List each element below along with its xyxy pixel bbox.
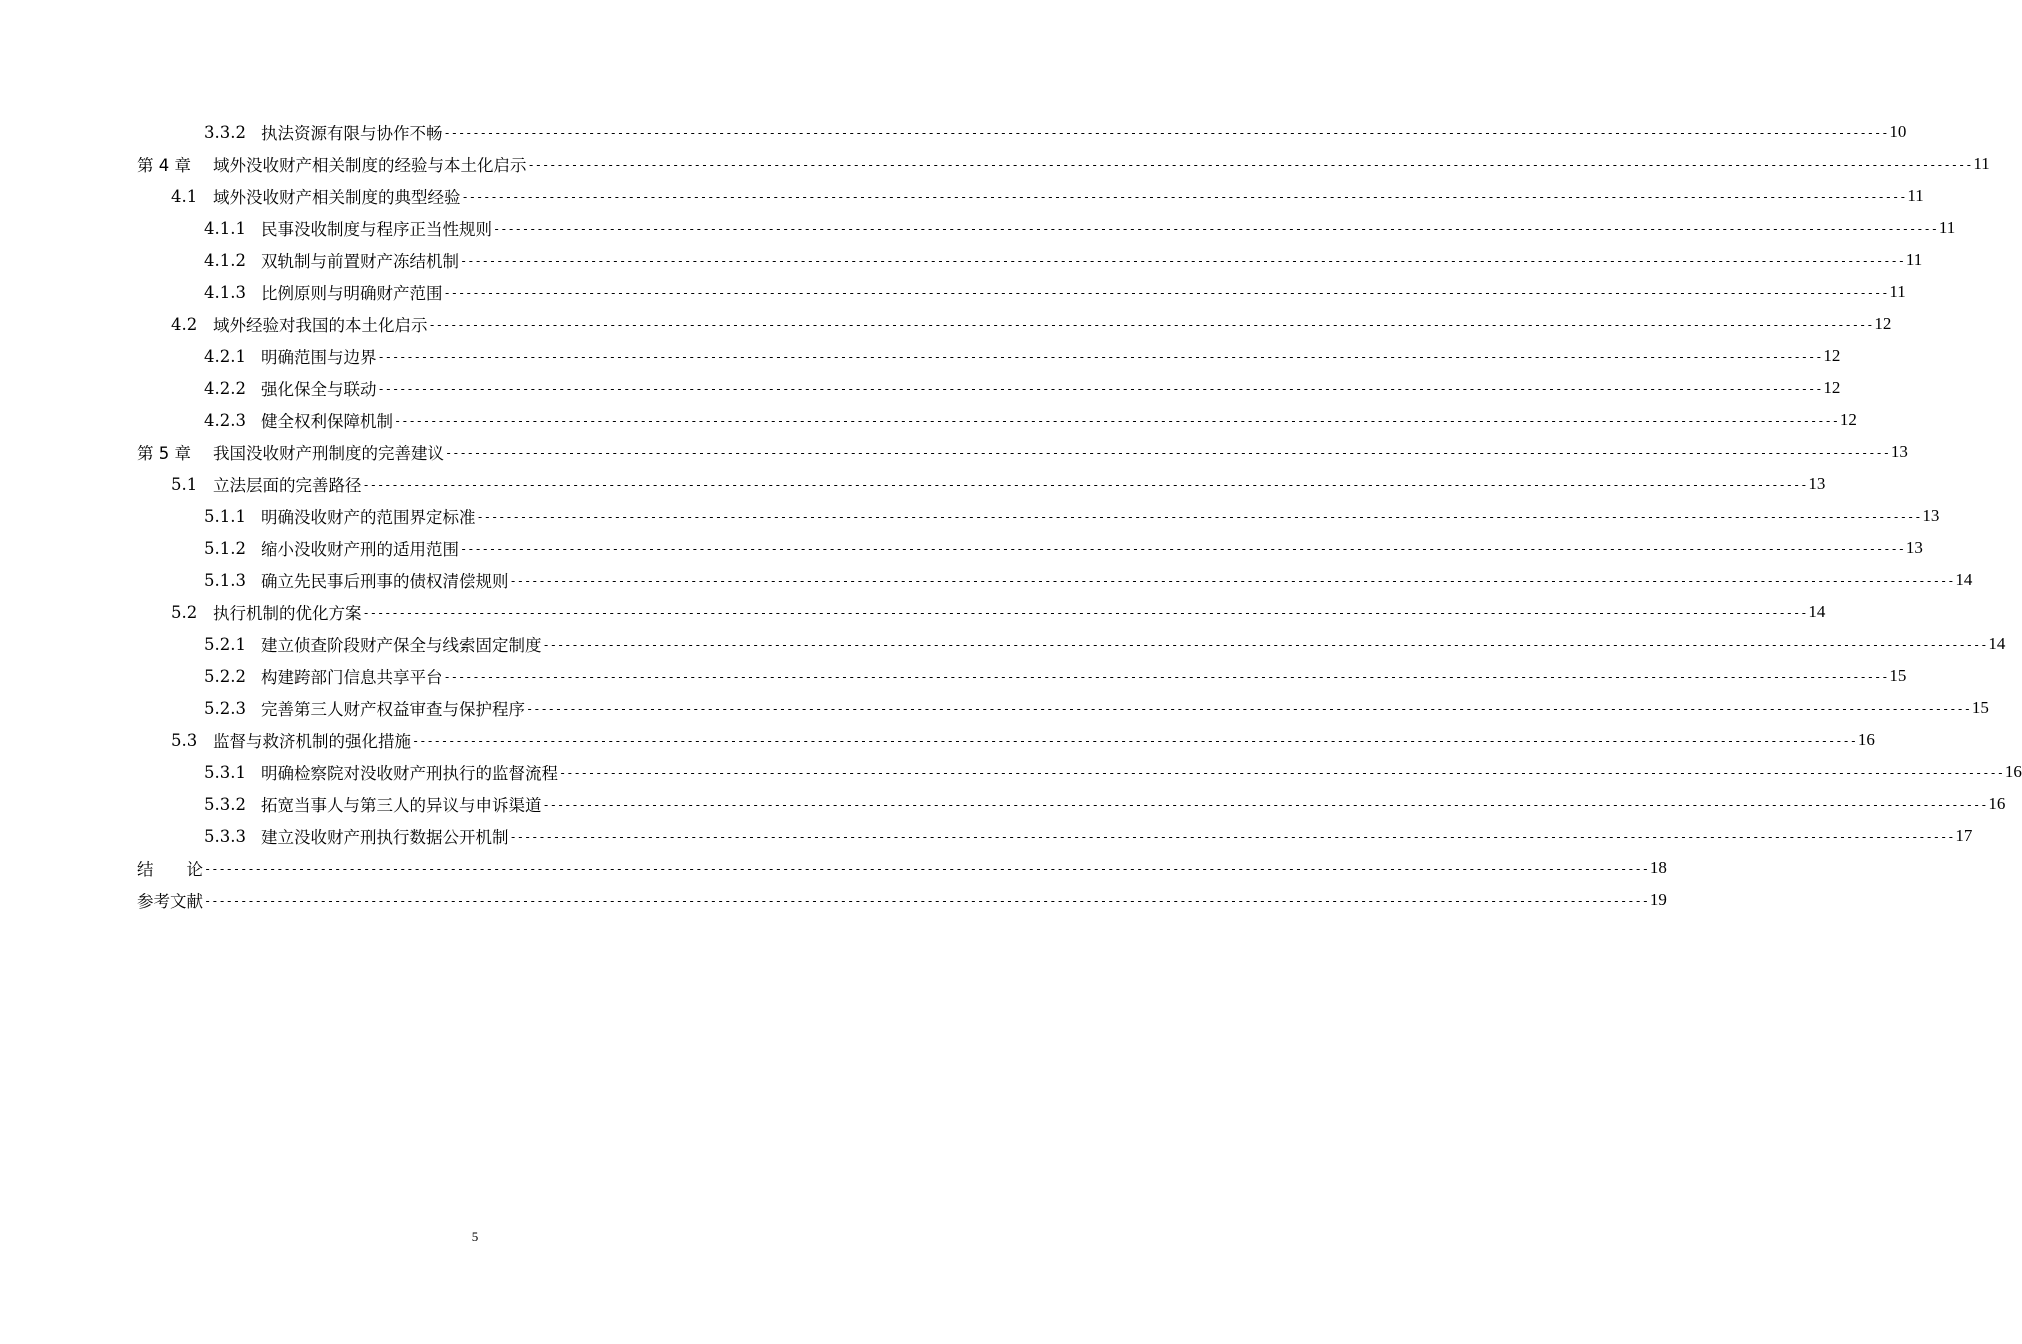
toc-leader-dashes: -------------------------------------------------------------------------------------------------------------------------------------------------------------------------------------------------------- xyxy=(412,734,1857,748)
toc-entry-page: 19 xyxy=(1649,890,1667,909)
toc-entry-page: 12 xyxy=(1839,410,1857,429)
toc-entry-title: 拓宽当事人与第三人的异议与申诉渠道 xyxy=(261,796,542,815)
toc-leader-dashes: -------------------------------------------------------------------------------------------------------------------------------------------------------------------------------------------------------- xyxy=(445,446,1890,460)
toc-entry-page: 12 xyxy=(1823,378,1841,397)
toc-entry-page: 15 xyxy=(1889,666,1907,685)
toc-entry-number: 5.1.1 xyxy=(204,506,246,526)
toc-leader-dashes: -------------------------------------------------------------------------------------------------------------------------------------------------------------------------------------------------------- xyxy=(428,318,1874,332)
toc-leader-dashes: -------------------------------------------------------------------------------------------------------------------------------------------------------------------------------------------------------- xyxy=(204,862,1649,876)
toc-entry-title: 构建跨部门信息共享平台 xyxy=(261,668,443,687)
toc-entry[interactable] xyxy=(204,276,1906,308)
toc-entry-title: 比例原则与明确财产范围 xyxy=(261,284,443,303)
toc-entry[interactable] xyxy=(171,468,1826,500)
toc-entry[interactable] xyxy=(204,628,2006,660)
toc-leader-dashes: -------------------------------------------------------------------------------------------------------------------------------------------------------------------------------------------------------- xyxy=(493,222,1938,236)
toc-entry-page: 13 xyxy=(1905,538,1923,557)
toc-entry-title: 明确没收财产的范围界定标准 xyxy=(261,508,476,527)
toc-entry-title: 确立先民事后刑事的债权清偿规则 xyxy=(261,572,509,591)
toc-entry-title: 域外没收财产相关制度的经验与本土化启示 xyxy=(213,156,527,175)
toc-entry-number: 4.2.2 xyxy=(204,378,246,398)
toc-entry[interactable] xyxy=(204,660,1907,692)
toc-entry[interactable] xyxy=(204,820,1973,852)
toc-leader-dashes: -------------------------------------------------------------------------------------------------------------------------------------------------------------------------------------------------------- xyxy=(527,158,1973,172)
toc-entry-page: 11 xyxy=(1907,186,1924,205)
toc-entry-number: 4.1.3 xyxy=(204,282,246,302)
toc-entry-number: 5.2 xyxy=(171,602,198,622)
page-number: 5 xyxy=(471,1229,479,1244)
toc-leader-dashes: -------------------------------------------------------------------------------------------------------------------------------------------------------------------------------------------------------- xyxy=(443,670,1889,684)
toc-entry-title: 执行机制的优化方案 xyxy=(213,604,362,623)
toc-entry-number: 4.1.2 xyxy=(204,250,246,270)
toc-entry[interactable] xyxy=(204,532,1923,564)
toc-entry-number: 5.3.1 xyxy=(204,762,246,782)
toc-entry[interactable] xyxy=(204,564,1973,596)
toc-entry-number: 4.1.1 xyxy=(204,218,246,238)
toc-entry-page: 14 xyxy=(1808,602,1826,621)
toc-entry-page: 16 xyxy=(1988,794,2006,813)
toc-leader-dashes: -------------------------------------------------------------------------------------------------------------------------------------------------------------------------------------------------------- xyxy=(443,126,1889,140)
toc-entry-title: 明确检察院对没收财产刑执行的监督流程 xyxy=(261,764,558,783)
toc-leader-dashes: -------------------------------------------------------------------------------------------------------------------------------------------------------------------------------------------------------- xyxy=(526,702,1971,716)
toc-entry-title: 建立没收财产刑执行数据公开机制 xyxy=(261,828,509,847)
toc-entry-page: 11 xyxy=(1938,218,1956,237)
toc-entry[interactable] xyxy=(204,500,1940,532)
toc-entry-number: 3.3.2 xyxy=(204,122,246,142)
toc-leader-dashes: -------------------------------------------------------------------------------------------------------------------------------------------------------------------------------------------------------- xyxy=(377,382,1823,396)
toc-entry-number: 5.1.3 xyxy=(204,570,246,590)
toc-entry-title: 立法层面的完善路径 xyxy=(213,476,362,495)
toc-entry-title: 建立侦查阶段财产保全与线索固定制度 xyxy=(261,636,542,655)
toc-entry-number: 4.2 xyxy=(171,314,198,334)
toc-entry-page: 10 xyxy=(1889,122,1907,141)
toc-entry[interactable] xyxy=(204,756,2022,788)
toc-leader-dashes: -------------------------------------------------------------------------------------------------------------------------------------------------------------------------------------------------------- xyxy=(509,830,1955,844)
toc-entry-number: 5.1 xyxy=(171,474,198,494)
toc-leader-dashes: -------------------------------------------------------------------------------------------------------------------------------------------------------------------------------------------------------- xyxy=(542,798,1988,812)
toc-leader-dashes: -------------------------------------------------------------------------------------------------------------------------------------------------------------------------------------------------------- xyxy=(377,350,1823,364)
toc-leader-dashes: -------------------------------------------------------------------------------------------------------------------------------------------------------------------------------------------------------- xyxy=(476,510,1922,524)
toc-entry-page: 11 xyxy=(1973,154,1990,173)
toc-entry-page: 18 xyxy=(1649,858,1667,877)
toc-entry-page: 12 xyxy=(1874,314,1892,333)
toc-entry-page: 16 xyxy=(2004,762,2022,781)
toc-entry-number: 5.2.1 xyxy=(204,634,246,654)
toc-entry-title: 监督与救济机制的强化措施 xyxy=(213,732,411,751)
toc-entry-page: 15 xyxy=(1971,698,1989,717)
toc-leader-dashes: -------------------------------------------------------------------------------------------------------------------------------------------------------------------------------------------------------- xyxy=(362,478,1808,492)
toc-entry-page: 13 xyxy=(1922,506,1940,525)
toc-entry-page: 11 xyxy=(1905,250,1923,269)
toc-entry[interactable] xyxy=(137,884,1667,916)
toc-entry-title: 执法资源有限与协作不畅 xyxy=(261,124,443,143)
toc-entry-number: 5.2.3 xyxy=(204,698,246,718)
toc-entry-page: 14 xyxy=(1955,570,1973,589)
toc-entry-number: 4.2.1 xyxy=(204,346,246,366)
toc-entry-number: 5.3 xyxy=(171,730,198,750)
toc-entry-number: 结 论 xyxy=(137,860,203,879)
toc-entry[interactable] xyxy=(204,212,1956,244)
toc-entry-title: 双轨制与前置财产冻结机制 xyxy=(261,252,459,271)
toc-entry-number: 5.3.3 xyxy=(204,826,246,846)
toc-entry-number: 5.1.2 xyxy=(204,538,246,558)
toc-entry-number: 参考文献 xyxy=(137,892,203,911)
toc-entry[interactable] xyxy=(137,436,1908,468)
toc-leader-dashes: -------------------------------------------------------------------------------------------------------------------------------------------------------------------------------------------------------- xyxy=(559,766,2004,780)
toc-leader-dashes: -------------------------------------------------------------------------------------------------------------------------------------------------------------------------------------------------------- xyxy=(509,574,1955,588)
toc-entry[interactable] xyxy=(171,724,1875,756)
toc-entry-title: 明确范围与边界 xyxy=(261,348,377,367)
toc-entry-page: 11 xyxy=(1889,282,1906,301)
toc-entry-page: 17 xyxy=(1955,826,1973,845)
toc-entry-number: 第 4 章 xyxy=(137,156,191,175)
toc-leader-dashes: -------------------------------------------------------------------------------------------------------------------------------------------------------------------------------------------------------- xyxy=(460,254,1905,268)
toc-entry-title: 我国没收财产刑制度的完善建议 xyxy=(213,444,444,463)
toc-entry-page: 13 xyxy=(1890,442,1908,461)
toc-leader-dashes: -------------------------------------------------------------------------------------------------------------------------------------------------------------------------------------------------------- xyxy=(542,638,1988,652)
toc-leader-dashes: -------------------------------------------------------------------------------------------------------------------------------------------------------------------------------------------------------- xyxy=(362,606,1808,620)
toc-entry-title: 缩小没收财产刑的适用范围 xyxy=(261,540,459,559)
toc-entry[interactable] xyxy=(171,596,1826,628)
toc-entry-number: 4.1 xyxy=(171,186,198,206)
toc-entry-title: 域外没收财产相关制度的典型经验 xyxy=(213,188,461,207)
toc-entry-page: 16 xyxy=(1857,730,1875,749)
toc-entry[interactable] xyxy=(204,116,1907,148)
toc-entry-number: 5.2.2 xyxy=(204,666,246,686)
toc-leader-dashes: -------------------------------------------------------------------------------------------------------------------------------------------------------------------------------------------------------- xyxy=(460,542,1905,556)
toc-entry-page: 13 xyxy=(1808,474,1826,493)
toc-entry[interactable] xyxy=(204,788,2006,820)
toc-entry-title: 完善第三人财产权益审查与保护程序 xyxy=(261,700,525,719)
toc-entry[interactable] xyxy=(171,308,1892,340)
toc-leader-dashes: -------------------------------------------------------------------------------------------------------------------------------------------------------------------------------------------------------- xyxy=(443,286,1889,300)
toc-entry-number: 第 5 章 xyxy=(137,444,191,463)
toc-entry[interactable] xyxy=(137,148,1990,180)
toc-entry[interactable] xyxy=(204,372,1841,404)
toc-entry[interactable] xyxy=(204,244,1923,276)
toc-entry-number: 5.3.2 xyxy=(204,794,246,814)
toc-entry-title: 域外经验对我国的本土化启示 xyxy=(213,316,428,335)
toc-leader-dashes: -------------------------------------------------------------------------------------------------------------------------------------------------------------------------------------------------------- xyxy=(394,414,1839,428)
toc-entry-number: 4.2.3 xyxy=(204,410,246,430)
toc-entry-title: 健全权利保障机制 xyxy=(261,412,393,431)
toc-entry[interactable] xyxy=(204,692,1989,724)
toc-entry[interactable] xyxy=(171,180,1924,212)
toc-entry-page: 12 xyxy=(1823,346,1841,365)
toc-entry-page: 14 xyxy=(1988,634,2006,653)
toc-entry[interactable] xyxy=(137,852,1667,884)
toc-entry-title: 强化保全与联动 xyxy=(261,380,377,399)
toc-leader-dashes: -------------------------------------------------------------------------------------------------------------------------------------------------------------------------------------------------------- xyxy=(204,894,1649,908)
toc-entry-title: 民事没收制度与程序正当性规则 xyxy=(261,220,492,239)
toc-entry[interactable] xyxy=(204,404,1857,436)
toc-leader-dashes: -------------------------------------------------------------------------------------------------------------------------------------------------------------------------------------------------------- xyxy=(461,190,1907,204)
toc-entry[interactable] xyxy=(204,340,1841,372)
